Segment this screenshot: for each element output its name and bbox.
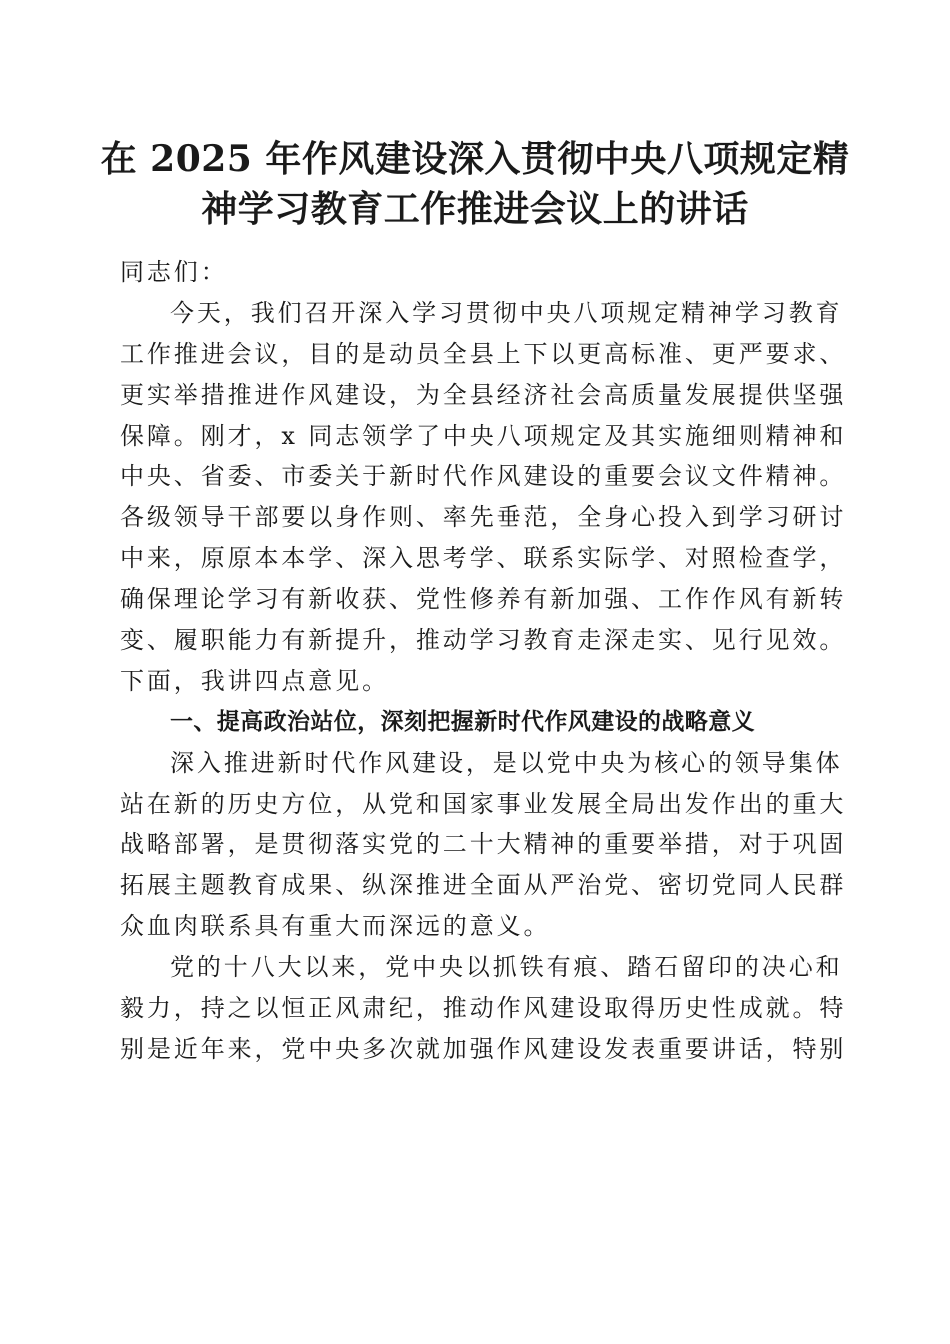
- paragraph-achievements: [120, 947, 847, 1070]
- salutation: 同志们：: [120, 258, 228, 286]
- paragraph-line: 党的十八大以来，党中央以抓铁有痕、踏石留印的决心和: [170, 953, 843, 982]
- paragraph-line: 今天，我们召开深入学习贯彻中央八项规定精神学习教育: [170, 298, 843, 327]
- paragraph-line: 工作推进会议，目的是动员全县上下以更高标准、更严要求、: [120, 339, 847, 368]
- document-body: [120, 252, 847, 1070]
- paragraph-line: 中来，原原本本学、深入思考学、联系实际学、对照检查学，: [120, 544, 847, 573]
- paragraph-line: 下面，我讲四点意见。: [120, 666, 389, 695]
- paragraph-line: 众血肉联系具有重大而深远的意义。: [120, 912, 551, 941]
- paragraph-line: 战略部署，是贯彻落实党的二十大精神的重要举措，对于巩固: [120, 830, 847, 859]
- section-heading: 一、提高政治站位，深刻把握新时代作风建设的战略意义: [170, 708, 755, 735]
- paragraph-line: 别是近年来，党中央多次就加强作风建设发表重要讲话，特别: [120, 1034, 847, 1063]
- paragraph-line: 更实举措推进作风建设，为全县经济社会高质量发展提供坚强: [120, 380, 847, 409]
- title-line: 神学习教育工作推进会议上的讲话: [201, 188, 749, 230]
- paragraph-line: 确保理论学习有新收获、党性修养有新加强、工作作风有新转: [120, 585, 847, 614]
- paragraph-line: 毅力，持之以恒正风肃纪，推动作风建设取得历史性成就。特: [120, 994, 847, 1023]
- paragraph-line: 保障。刚才，x 同志领学了中央八项规定及其实施细则精神和: [120, 421, 847, 450]
- title-line: 在 2025 年作风建设深入贯彻中央八项规定精: [100, 138, 850, 180]
- paragraph-intro: [120, 293, 847, 702]
- document-title: [100, 134, 850, 234]
- paragraph-line: 站在新的历史方位，从党和国家事业发展全局出发作出的重大: [120, 789, 847, 818]
- paragraph-line: 深入推进新时代作风建设，是以党中央为核心的领导集体: [170, 748, 843, 777]
- paragraph-line: 中央、省委、市委关于新时代作风建设的重要会议文件精神。: [120, 462, 847, 491]
- paragraph-line: 变、履职能力有新提升，推动学习教育走深走实、见行见效。: [120, 626, 847, 655]
- paragraph-line: 各级领导干部要以身作则、率先垂范，全身心投入到学习研讨: [120, 503, 847, 532]
- paragraph-line: 拓展主题教育成果、纵深推进全面从严治党、密切党同人民群: [120, 871, 847, 900]
- paragraph-significance: [120, 743, 847, 947]
